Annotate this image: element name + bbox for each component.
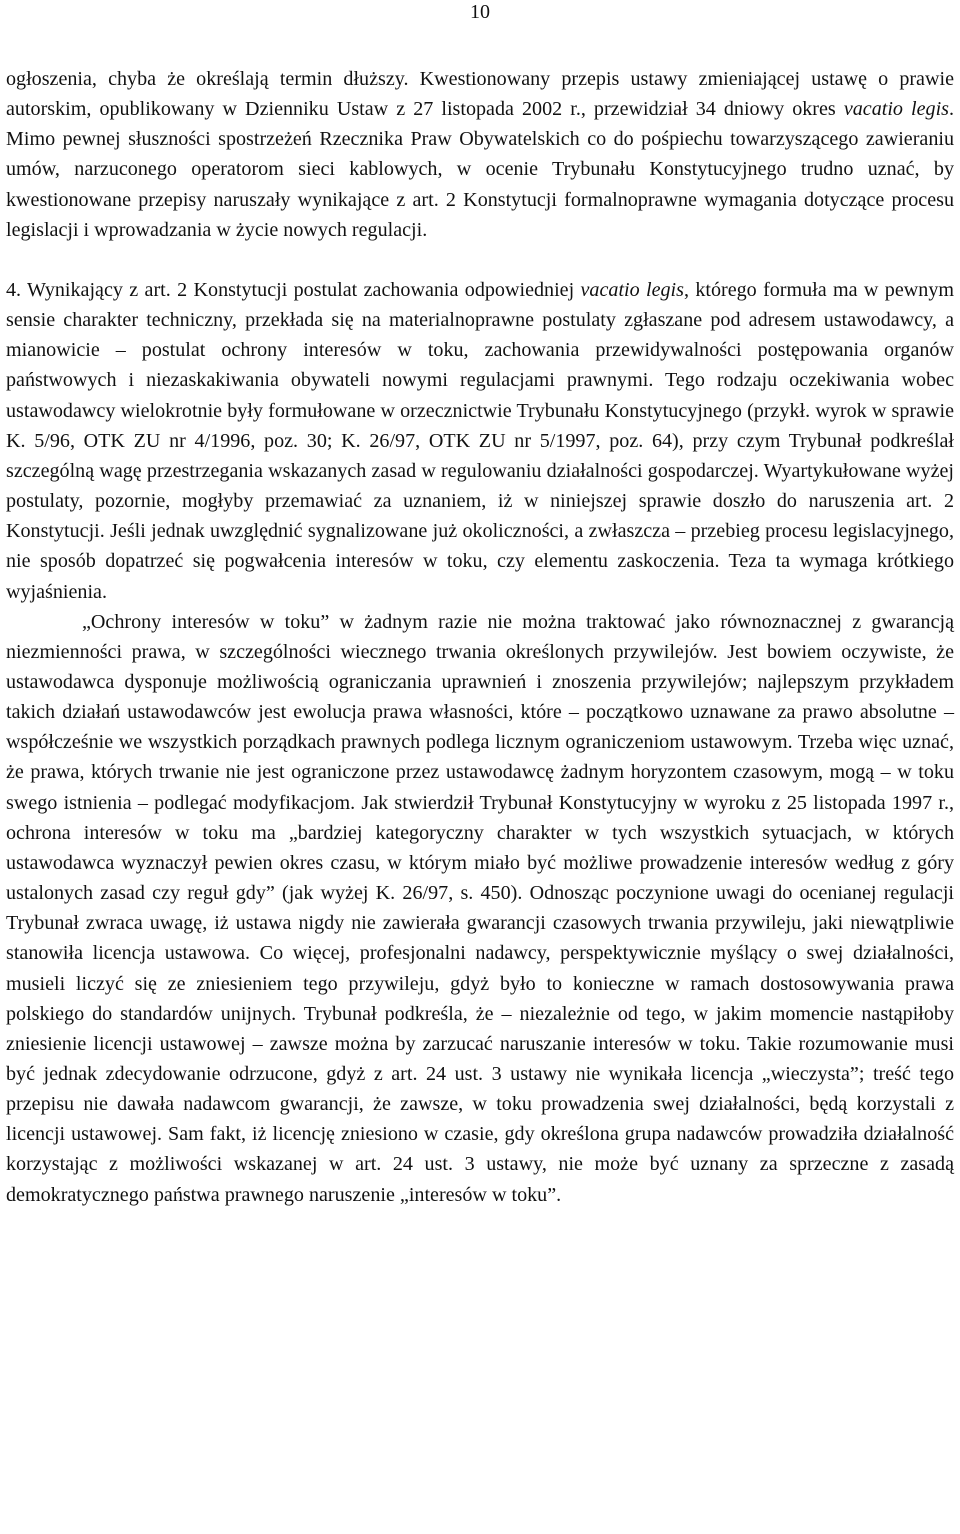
paragraph-1 xyxy=(6,64,954,245)
paragraph-1-text-a: ogłoszenia, chyba że określają termin dłuższy. Kwestionowany przepis ustawy zmieniającej ustawę o prawie autorskim, opublikowany w Dzienniku Ustaw z 27 listopada 2002 r., przewidział 34 dniowy okres xyxy=(6,68,954,121)
paragraph-1-text-c: . Mimo pewnej słuszności spostrzeżeń Rzecznika Praw Obywatelskich co do pośpiechu towarzyszącego zawieraniu umów, narzuconego operatorom sieci kablowych, w ocenie Trybunału Konstytucyjnego trudno uznać, by kwestionowane przepisy naruszały wynikające z art. 2 Konstytucji formalnoprawne wymagania dotyczące procesu legislacji i wprowadzania w życie nowych regulacji. xyxy=(6,98,955,241)
paragraph-2-text-a: 4. Wynikający z art. 2 Konstytucji postulat zachowania odpowiedniej xyxy=(6,278,581,301)
paragraph-2-text-c: , którego formuła ma w pewnym sensie charakter techniczny, przekłada się na materialnoprawne postulaty zgłaszane pod adresem ustawodawcy, a mianowicie – postulat ochrony interesów w toku, zachowania przewidywalności postępowania organów państwowych i niezaskakiwania obywateli nowymi regulacjami prawnymi. Tego rodzaju oczekiwania wobec ustawodawcy wielokrotnie były formułowane w orzecznictwie Trybunału Konstytucyjnego (przykł. wyrok w sprawie K. 5/96, OTK ZU nr 4/1996, poz. 30; K. 26/97, OTK ZU nr 5/1997, poz. 64), przy czym Trybunał podkreślał szczególną wagę przestrzegania wskazanych zasad w regulowaniu działalności gospodarczej. Wyartykułowane wyżej postulaty, pozornie, mogłyby przemawiać za uznaniem, iż w niniejszej sprawie doszło do naruszenia art. 2 Konstytucji. Jeśli jednak uwzględnić sygnalizowane już okoliczności, a zwłaszcza – przebieg procesu legislacyjnego, nie sposób dopatrzeć się pogwałcenia interesów w toku, czy elementu zaskoczenia. Teza ta wymaga krótkiego wyjaśnienia. xyxy=(6,278,954,603)
paragraph-2 xyxy=(6,275,954,607)
page-number: 10 xyxy=(470,1,490,23)
paragraph-1-italic-term: vacatio legis xyxy=(843,98,949,121)
document-body xyxy=(6,64,954,1210)
paragraph-3: „Ochrony interesów w toku” w żadnym razie nie można traktować jako równoznacznej z gwarancją niezmienności prawa, w szczególności wiecznego trwania określonych przywilejów. Jest bowiem oczywiste, że ustawodawca dysponuje możliwością ograniczania uprawnień i znoszenia przywilejów; najlepszym przykładem takich działań ustawodawców jest ewolucja prawa własności, które – początkowo uznawane za prawo absolutne – współcześnie we wszystkich porządkach prawnych podlega licznym ograniczeniom ustawowym. Trzeba więc uznać, że prawa, których trwanie nie jest ograniczone przez ustawodawcę żadnym horyzontem czasowym, mogą – w toku swego istnienia – podlegać modyfikacjom. Jak stwierdził Trybunał Konstytucyjny w wyroku z 25 listopada 1997 r., ochrona interesów w toku ma „bardziej kategoryczny charakter w tych wszystkich sytuacjach, w których ustawodawca wyznaczył pewien okres czasu, w którym miało być możliwe prowadzenie interesów według z góry ustalonych zasad czy reguł gdy” (jak wyżej K. 26/97, s. 450). Odnosząc poczynione uwagi do ocenianej regulacji Trybunał zwraca uwagę, iż ustawa nigdy nie zawierała gwarancji czasowych trwania przywileju, jaki niewątpliwie stanowiła licencja ustawowa. Co więcej, profesjonalni nadawcy, perspektywicznie myślący o swej działalności, musieli liczyć się ze zniesieniem tego przywileju, gdyż było to konieczne w ramach dostosowywania prawa polskiego do standardów unijnych. Trybunał podkreśla, że – niezależnie od tego, w jakim momencie nastąpiłoby zniesienie licencji ustawowej – zawsze można by zarzucać naruszanie interesów w toku. Takie rozumowanie musi być jednak zdecydowanie odrzucone, gdyż z art. 24 ust. 3 ustawy nie wynikała licencja „wieczysta”; treść tego przepisu nie dawała nadawcom gwarancji, że zawsze, w toku prowadzenia swej działalności, będą korzystali z licencji ustawowej. Sam fakt, iż licencję zniesiono w czasie, gdy określona grupa nadawców prowadziła działalność korzystając z możliwości wskazanej w art. 24 ust. 3 ustawy, nie może być uznany za sprzeczne z zasadą demokratycznego państwa prawnego naruszenie „interesów w toku”. xyxy=(6,610,954,1206)
paragraph-2-italic-term: vacatio legis xyxy=(580,278,684,301)
